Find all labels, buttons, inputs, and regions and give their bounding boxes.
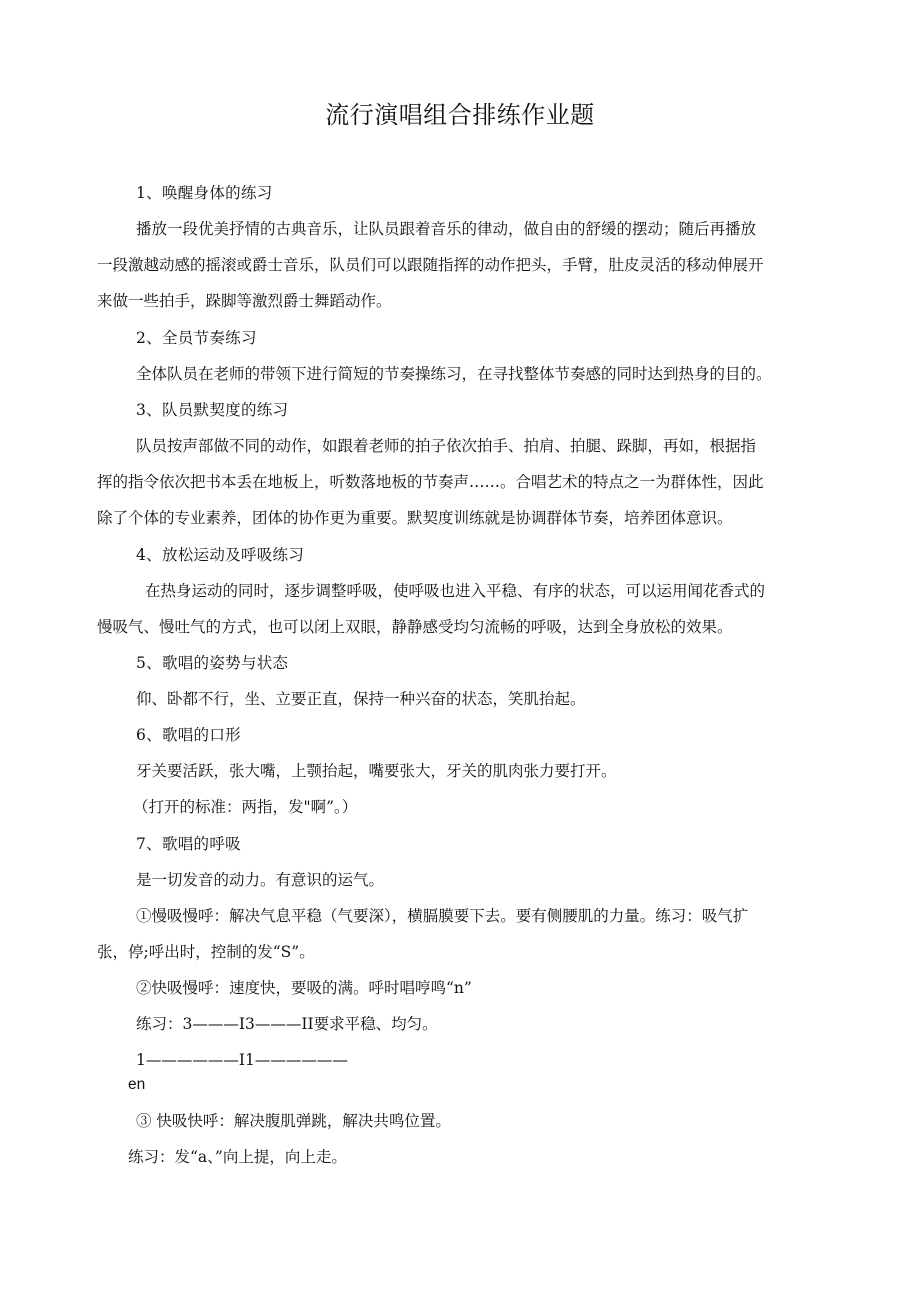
paragraph-line: ②快吸慢呼：速度快，要吸的满。呼时唱哼鸣“n”	[136, 979, 472, 997]
page-title: 流行演唱组合排练作业题	[325, 101, 595, 129]
section-heading-4: 4、放松运动及呼吸练习	[136, 546, 305, 564]
paragraph-line: （打开的标准：两指，发"啊”。）	[133, 798, 358, 816]
section-heading-3: 3、队员默契度的练习	[136, 401, 289, 419]
paragraph-line: 除了个体的专业素养，团体的协作更为重要。默契度训练就是协调群体节奏，培养团体意识。	[97, 509, 733, 527]
section-heading-5: 5、歌唱的姿势与状态	[136, 654, 289, 672]
paragraph-line: 仰、卧都不行，坐、立要正直，保持一种兴奋的状态，笑肌抬起。	[136, 690, 586, 708]
paragraph-line: 来做一些拍手，跺脚等激烈爵士舞蹈动作。	[97, 292, 392, 310]
paragraph-line: 一段激越动感的摇滚或爵士音乐，队员们可以跟随指挥的动作把头，手臂，肚皮灵活的移动伸展开	[97, 256, 764, 274]
section-heading-2: 2、全员节奏练习	[136, 329, 257, 347]
paragraph-line: 牙关要活跃，张大嘴，上颚抬起，嘴要张大，牙关的肌肉张力要打开。	[136, 762, 617, 780]
section-heading-1: 1、唤醒身体的练习	[136, 184, 273, 202]
paragraph-line: ③ 快吸快呼：解决腹肌弹跳，解决共鸣位置。	[136, 1112, 451, 1130]
paragraph-line: 在热身运动的同时，逐步调整呼吸，使呼吸也进入平稳、有序的状态，可以运用闻花香式的	[145, 582, 766, 600]
paragraph-line: 张，停;呼出时，控制的发“S”。	[97, 943, 315, 961]
paragraph-line: 练习：3———I3———II要求平稳、均匀。	[136, 1015, 438, 1033]
paragraph-line: 练习：发“a、”向上提，向上走。	[128, 1148, 347, 1166]
paragraph-line: 挥的指令依次把书本丢在地板上，听数落地板的节奏声……。合唱艺术的特点之一为群体性，因此	[97, 473, 764, 491]
paragraph-line: en	[128, 1076, 146, 1093]
paragraph-line: 播放一段优美抒情的古典音乐，让队员跟着音乐的律动，做自由的舒缓的摆动；随后再播放	[136, 220, 757, 238]
paragraph-line: 队员按声部做不同的动作，如跟着老师的拍子依次拍手、拍肩、拍腿、跺脚，再如，根据指	[136, 437, 757, 455]
section-heading-6: 6、歌唱的口形	[136, 726, 241, 744]
paragraph-line: 1——————I1——————	[136, 1051, 348, 1069]
paragraph-line: 是一切发音的动力。有意识的运气。	[136, 871, 385, 889]
section-heading-7: 7、歌唱的呼吸	[136, 835, 241, 853]
paragraph-line: 全体队员在老师的带领下进行简短的节奏操练习，在寻找整体节奏感的同时达到热身的目的。	[136, 365, 772, 383]
paragraph-line: 慢吸气、慢吐气的方式，也可以闭上双眼，静静感受均匀流畅的呼吸，达到全身放松的效果。	[97, 618, 733, 636]
paragraph-line: ①慢吸慢呼：解决气息平稳（气要深），横膈膜要下去。要有侧腰肌的力量。练习：吸气扩	[136, 907, 749, 925]
